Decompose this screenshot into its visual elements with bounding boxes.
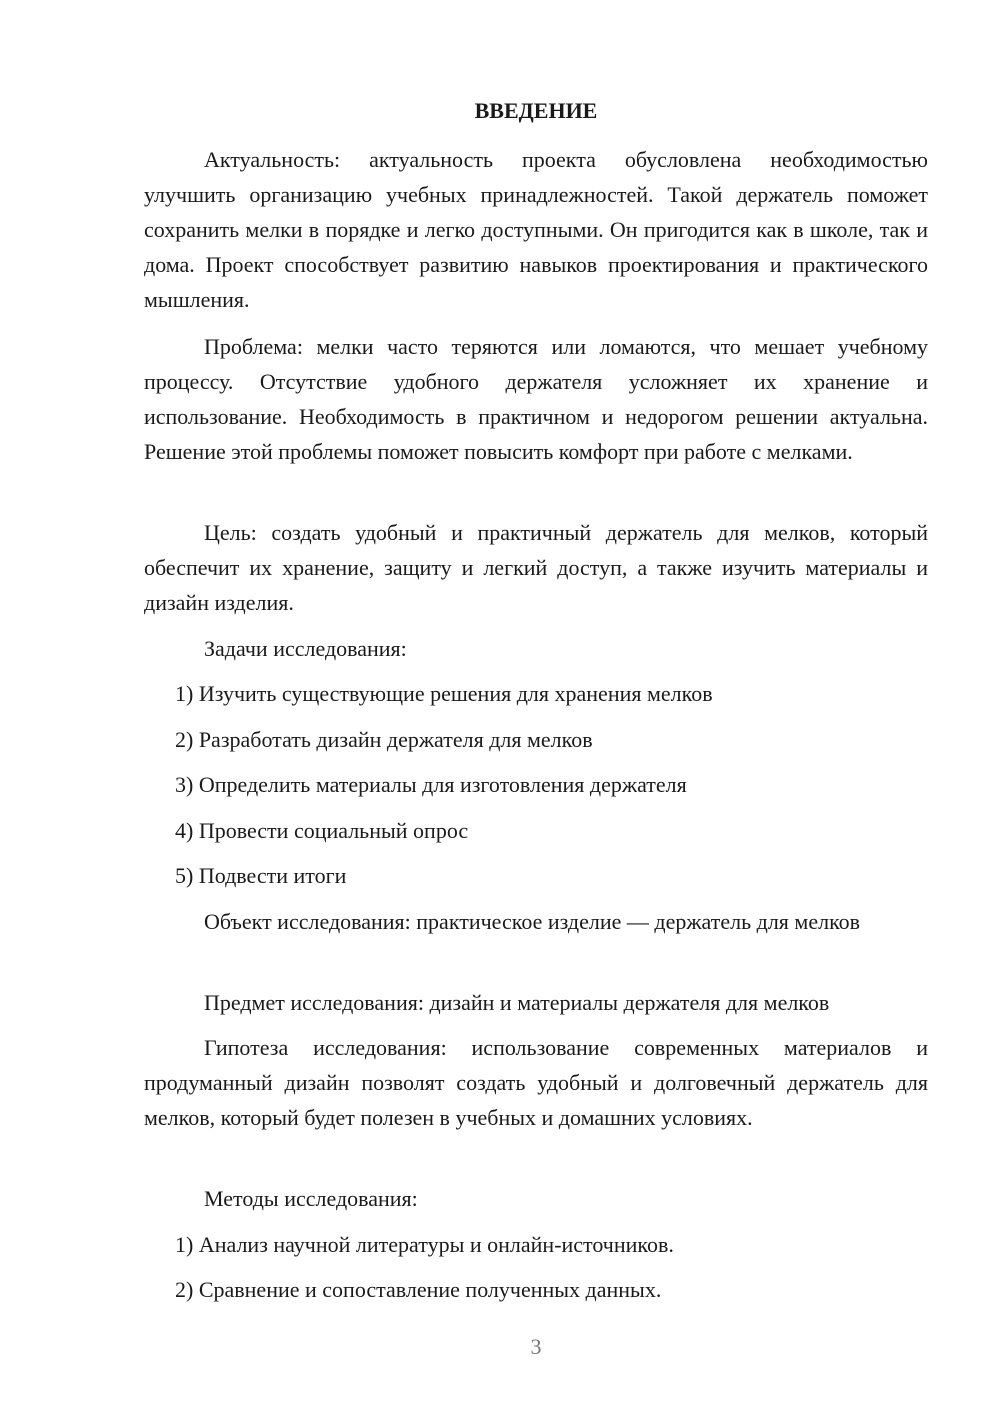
tasks-heading: Задачи исследования:: [204, 636, 407, 661]
goal-paragraph: Цель: создать удобный и практичный держатель для мелков, который обеспечит их хранение, защиту и легкий доступ, а также изучить материалы и дизайн изделия.: [144, 520, 928, 615]
method-item: 1) Анализ научной литературы и онлайн-источников.: [175, 1232, 674, 1257]
relevance-paragraph: Актуальность: актуальность проекта обусловлена необходимостью улучшить организацию учебных принадлежностей. Такой держатель поможет сохранить мелки в порядке и легко доступными. Он пригодится как в школе, так и дома. Проект способствует развитию навыков проектирования и практического мышления.: [144, 147, 928, 312]
hypothesis-paragraph: Гипотеза исследования: использование современных материалов и продуманный дизайн позволят создать удобный и долговечный держатель для мелков, который будет полезен в учебных и домашних условиях.: [144, 1035, 928, 1130]
method-item: 2) Сравнение и сопоставление полученных данных.: [175, 1277, 662, 1302]
page-number: 3: [530, 1334, 542, 1359]
task-item: 1) Изучить существующие решения для хранения мелков: [175, 681, 713, 706]
object-paragraph: Объект исследования: практическое изделие — держатель для мелков: [204, 909, 861, 934]
task-item: 2) Разработать дизайн держателя для мелков: [175, 727, 593, 752]
page-title: ВВЕДЕНИЕ: [474, 98, 598, 123]
methods-heading: Методы исследования:: [204, 1186, 418, 1211]
subject-paragraph: Предмет исследования: дизайн и материалы держателя для мелков: [204, 990, 830, 1015]
problem-paragraph: Проблема: мелки часто теряются или ломаются, что мешает учебному процессу. Отсутствие удобного держателя усложняет их хранение и использование. Необходимость в практичном и недорогом решении актуальна. Решение этой проблемы поможет повысить комфорт при работе с мелками.: [144, 334, 928, 464]
task-item: 3) Определить материалы для изготовления держателя: [175, 772, 687, 797]
task-item: 5) Подвести итоги: [175, 863, 347, 888]
task-item: 4) Провести социальный опрос: [175, 818, 469, 843]
